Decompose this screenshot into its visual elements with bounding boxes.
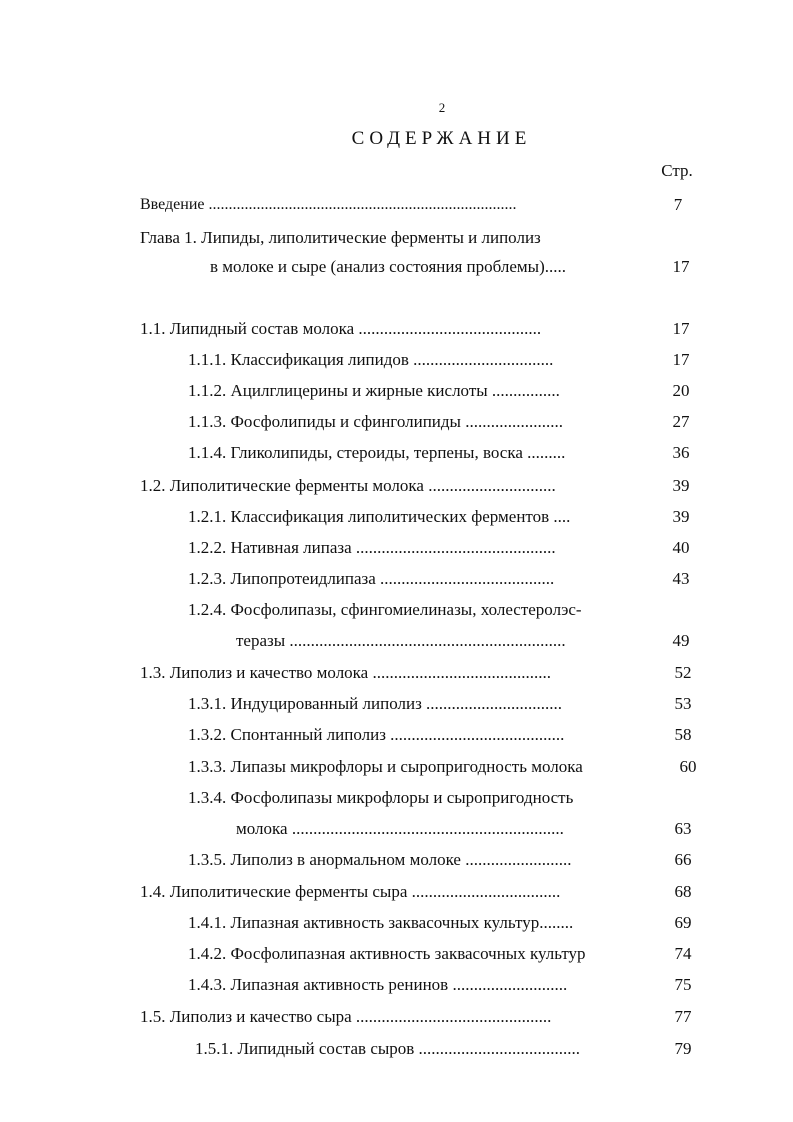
toc-page-1-1-4: 36 — [672, 443, 690, 462]
toc-page-1-3-4: 63 — [674, 819, 692, 838]
toc-page-1-3-2: 58 — [674, 725, 692, 744]
toc-page-1-3-1: 53 — [674, 694, 692, 713]
toc-entry-1-3: 1.3. Липолиз и качество молока .......................................... — [140, 663, 551, 682]
toc-page-chapter-1: 17 — [672, 257, 690, 276]
toc-entry-1-3-4-line-2: молока ................................................................ — [236, 819, 564, 838]
toc-page-1-4-2: 74 — [674, 944, 692, 963]
toc-entry-1-1-3: 1.1.3. Фосфолипиды и сфинголипиды ....................... — [188, 412, 563, 431]
toc-entry-1-4: 1.4. Липолитические ферменты сыра ................................... — [140, 882, 561, 901]
toc-entry-1-2-4-line-1: 1.2.4. Фосфолипазы, сфингомиелиназы, холестеролэс- — [188, 600, 582, 619]
toc-entry-1-2-1: 1.2.1. Классификация липолитических ферментов .... — [188, 507, 571, 526]
toc-entry-1-3-5: 1.3.5. Липолиз в анормальном молоке ......................... — [188, 850, 572, 869]
toc-page-1-1: 17 — [672, 319, 690, 338]
toc-entry-1-2-2: 1.2.2. Нативная липаза ............................................... — [188, 538, 556, 557]
toc-page-1-2-3: 43 — [672, 569, 690, 588]
toc-page-introduction: 7 — [673, 195, 683, 214]
toc-entry-chapter-1-line-1: Глава 1. Липиды, липолитические ферменты и липолиз — [140, 228, 541, 247]
toc-entry-1-3-4-line-1: 1.3.4. Фосфолипазы микрофлоры и сыропригодность — [188, 788, 574, 807]
toc-entry-1-5: 1.5. Липолиз и качество сыра .............................................. — [140, 1007, 552, 1026]
page-column-label: Стр. — [661, 161, 693, 180]
toc-page-1-5: 77 — [674, 1007, 692, 1026]
toc-entry-chapter-1-line-2: в молоке и сыре (анализ состояния проблемы)..... — [210, 257, 567, 276]
toc-page-1-2-1: 39 — [672, 507, 690, 526]
toc-entry-1-1-2: 1.1.2. Ацилглицерины и жирные кислоты ................ — [188, 381, 560, 400]
toc-entry-1-3-1: 1.3.1. Индуцированный липолиз ................................ — [188, 694, 563, 713]
toc-entry-1-3-3: 1.3.3. Липазы микрофлоры и сыропригодность молока — [188, 757, 583, 776]
toc-page-1-3: 52 — [674, 663, 692, 682]
toc-entry-1-2: 1.2. Липолитические ферменты молока .............................. — [140, 476, 556, 495]
toc-entry-1-1-1: 1.1.1. Классификация липидов ................................. — [188, 350, 554, 369]
toc-page-1-5-1: 79 — [674, 1039, 692, 1058]
toc-entry-1-1-4: 1.1.4. Гликолипиды, стероиды, терпены, воска ......... — [188, 443, 566, 462]
toc-entry-1-1: 1.1. Липидный состав молока ........................................... — [140, 319, 542, 338]
toc-page-1-2-2: 40 — [672, 538, 690, 557]
toc-entry-1-4-3: 1.4.3. Липазная активность ренинов ........................... — [188, 975, 568, 994]
toc-page-1-3-3: 60 — [679, 757, 697, 776]
toc-page-1-2: 39 — [672, 476, 690, 495]
toc-entry-1-3-2: 1.3.2. Спонтанный липолиз ......................................... — [188, 725, 565, 744]
toc-page-1-2-4: 49 — [672, 631, 690, 650]
toc-entry-introduction: Введение ............................................................................. — [140, 196, 517, 213]
toc-entry-1-2-3: 1.2.3. Липопротеидлипаза ......................................... — [188, 569, 555, 588]
toc-entry-1-4-2: 1.4.2. Фосфолипазная активность заквасочных культур — [188, 944, 586, 963]
toc-entry-1-5-1: 1.5.1. Липидный состав сыров ...................................... — [195, 1039, 581, 1058]
toc-page-1-4-1: 69 — [674, 913, 692, 932]
toc-page-1-3-5: 66 — [674, 850, 692, 869]
toc-page-1-4: 68 — [674, 882, 692, 901]
toc-entry-1-2-4-line-2: теразы ................................................................. — [236, 631, 566, 650]
toc-page-1-4-3: 75 — [674, 975, 692, 994]
page-number: 2 — [438, 100, 446, 115]
page-title: СОДЕРЖАНИЕ — [351, 128, 532, 149]
toc-entry-1-4-1: 1.4.1. Липазная активность заквасочных культур........ — [188, 913, 574, 932]
toc-page-1-1-1: 17 — [672, 350, 690, 369]
toc-page-1-1-3: 27 — [672, 412, 690, 431]
toc-page-1-1-2: 20 — [672, 381, 690, 400]
